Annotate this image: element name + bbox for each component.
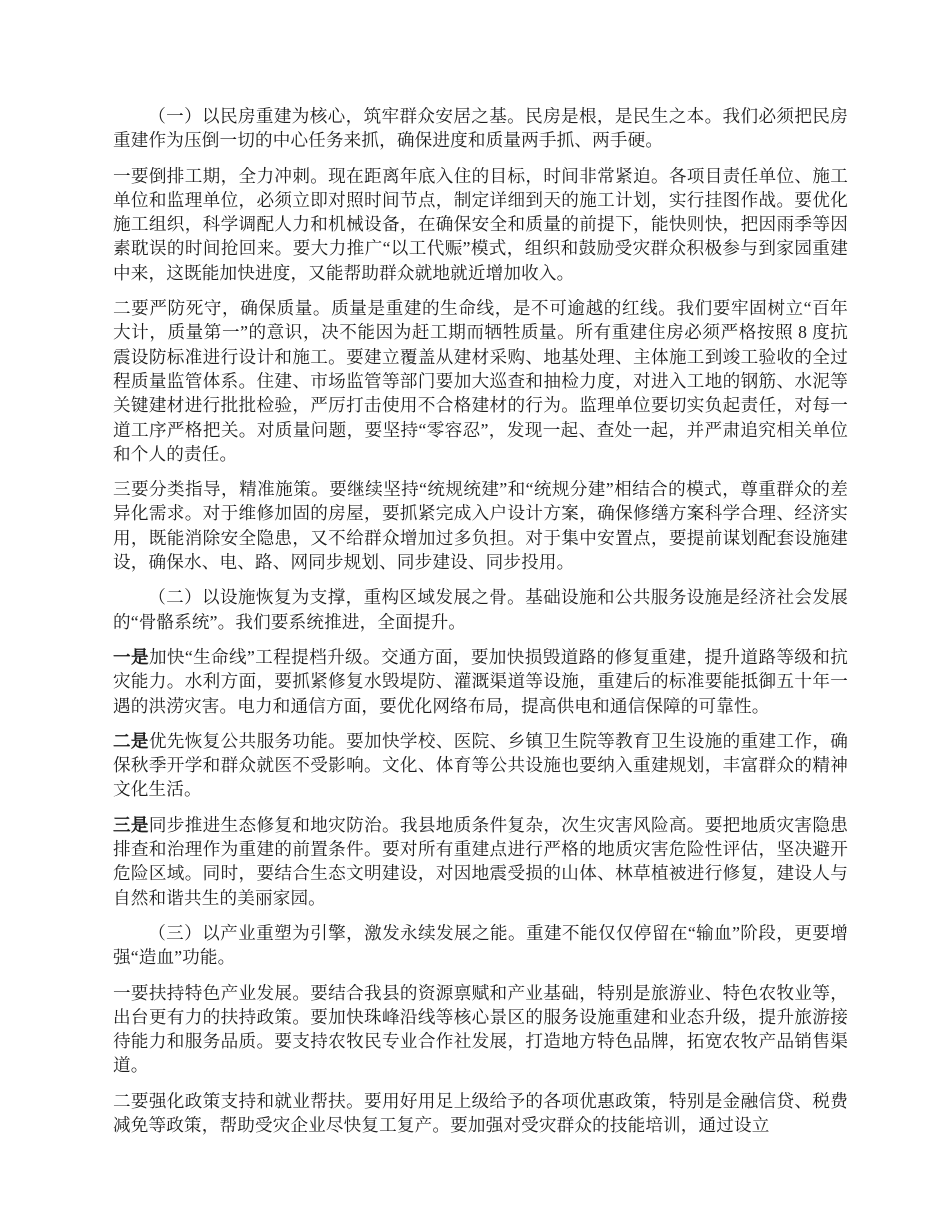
paragraph-section-three-heading (113, 921, 848, 970)
paragraph-lead-marker: 二是 (113, 730, 149, 751)
paragraph-text: 二要强化政策支持和就业帮扶。要用好用足上级给予的各项优惠政策，特别是金融信贷、税费减免等政策，帮助受灾企业尽快复工复产。要加强对受灾群众的技能培训，通过设立 (113, 1090, 848, 1135)
paragraph-text: （二）以设施恢复为支撑，重构区域发展之骨。基础设施和公共服务设施是经济社会发展的“骨骼系统”。我们要系统推进，全面提升。 (113, 587, 848, 632)
document-body (113, 104, 848, 1148)
paragraph-section-two-heading (113, 585, 848, 634)
paragraph-text: 同步推进生态修复和地灾防治。我县地质条件复杂，次生灾害风险高。要把地质灾害隐患排查和治理作为重建的前置条件。要对所有重建点进行严格的地质灾害危险性评估，坚决避开危险区域。同时，要结合生态文明建设，对因地震受损的山体、林草植被进行修复，建设人与自然和谐共生的美丽家园。 (113, 814, 848, 908)
paragraph-text: 一要倒排工期，全力冲刺。现在距离年底入住的目标，时间非常紧迫。各项目责任单位、施工单位和监理单位，必须立即对照时间节点，制定详细到天的施工计划，实行挂图作战。要优化施工组织，科学调配人力和机械设备，在确保安全和质量的前提下，能快则快，把因雨季等因素耽误的时间抢回来。要大力推广“以工代赈”模式，组织和鼓励受灾群众积极参与到家园重建中来，这既能加快进度，又能帮助群众就地就近增加收入。 (113, 165, 848, 283)
paragraph-text: （三）以产业重塑为引擎，激发永续发展之能。重建不能仅仅停留在“输血”阶段，更要增强“造血”功能。 (113, 922, 848, 968)
paragraph-text: 三要分类指导，精准施策。要继续坚持“统规统建”和“统规分建”相结合的模式，尊重群众的差异化需求。对于维修加固的房屋，要抓紧完成入户设计方案，确保修缮方案科学合理、经济实用，既能消除安全隐患，又不给群众增加过多负担。对于集中安置点，要提前谋划配套设施建设，确保水、电、路、网同步规划、同步建设、同步投用。 (113, 479, 848, 573)
paragraph-text: 优先恢复公共服务功能。要加快学校、医院、乡镇卫生院等教育卫生设施的重建工作，确保秋季开学和群众就医不受影响。文化、体育等公共设施也要纳入重建规划，丰富群众的精神文化生活。 (113, 730, 848, 800)
paragraph-item-two-public-services (113, 729, 848, 802)
paragraph-section-one-heading (113, 104, 848, 153)
paragraph-item-three-ecology (113, 813, 848, 910)
paragraph-text: 二要严防死守，确保质量。质量是重建的生命线，是不可逾越的红线。我们要牢固树立“百年大计，质量第一”的意识，决不能因为赶工期而牺牲质量。所有重建住房必须严格按照 8 度抗震设防标准进行设计和施工。要建立覆盖从建材采购、地基处理、主体施工到竣工验收的全过程质量监管体系。住建、市场监管等部门要加大巡查和抽检力度，对进入工地的钢筋、水泥等关键建材进行批批检验，严厉打击使用不合格建材的行为。监理单位要切实负起责任，对每一道工序严格把关。对质量问题，要坚持“零容忍”，发现一起、查处一起，并严肃追究相关单位和个人的责任。 (113, 298, 848, 464)
paragraph-text: （一）以民房重建为核心，筑牢群众安居之基。民房是根，是民生之本。我们必须把民房重建作为压倒一切的中心任务来抓，确保进度和质量两手抓、两手硬。 (113, 106, 848, 151)
paragraph-point-one-schedule (113, 164, 848, 285)
paragraph-point-three-classified-guidance (113, 477, 848, 574)
paragraph-text: 一要扶持特色产业发展。要结合我县的资源禀赋和产业基础，特别是旅游业、特色农牧业等，出台更有力的扶持政策。要加快珠峰沿线等核心景区的服务设施重建和业态升级，提升旅游接待能力和服务品质。要支持农牧民专业合作社发展，打造地方特色品牌，拓宽农牧产品销售渠道。 (113, 982, 848, 1076)
paragraph-item-one-lifeline (113, 645, 848, 718)
paragraph-point-two-quality (113, 296, 848, 466)
paragraph-point-two-policy-employment (113, 1089, 848, 1138)
paragraph-text: 加快“生命线”工程提档升级。交通方面，要加快损毁道路的修复重建，提升道路等级和抗灾能力。水利方面，要抓紧修复水毁堤防、灌溉渠道等设施，重建后的标准要能抵御五十年一遇的洪涝灾害。电力和通信方面，要优化网络布局，提高供电和通信保障的可靠性。 (113, 646, 848, 716)
paragraph-lead-marker: 一是 (113, 646, 149, 667)
paragraph-lead-marker: 三是 (113, 814, 149, 835)
paragraph-point-one-industry-support (113, 981, 848, 1078)
